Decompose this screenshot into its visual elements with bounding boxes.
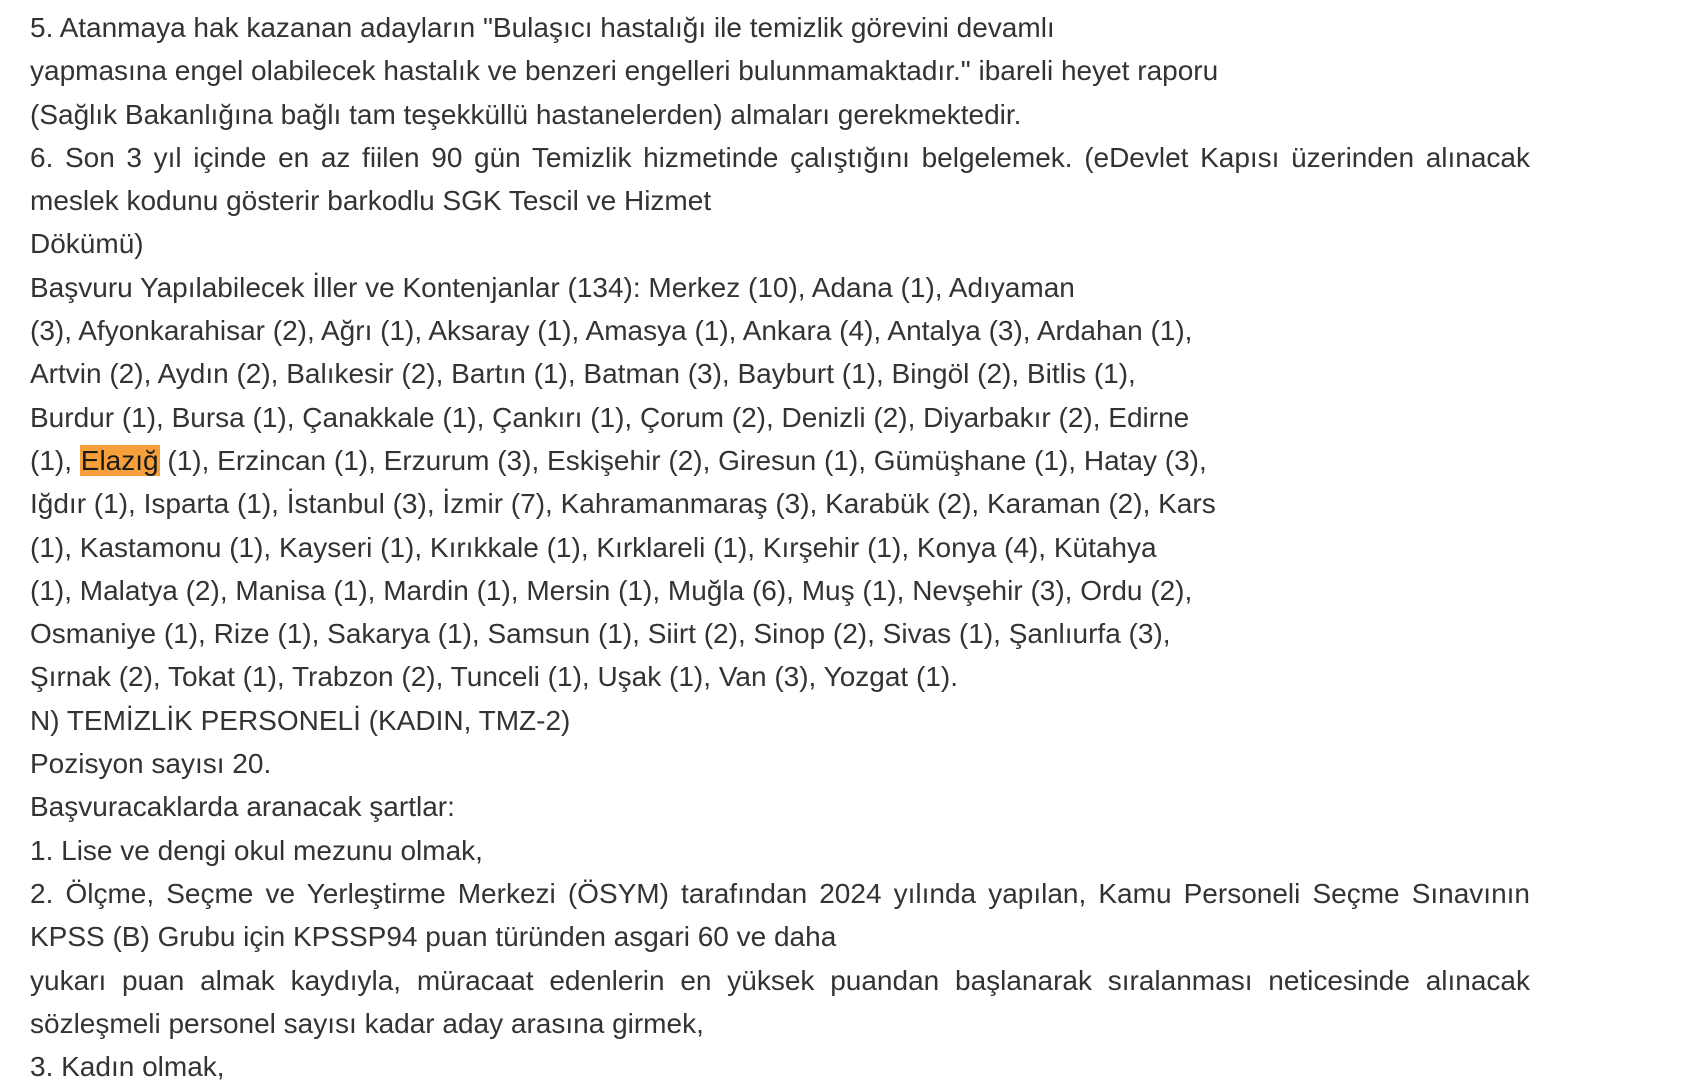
text-line: 5. Atanmaya hak kazanan adayların "Bulaşıcı hastalığı ile temizlik görevini devamlı [30,12,1055,43]
text-line: yukarı puan almak kaydıyla, müracaat edenlerin en yüksek puandan başlanarak sıralanması neticesinde alınacak [30,964,1530,996]
text-line: 6. Son 3 yıl içinde en az fiilen 90 gün Temizlik hizmetinde çalıştığını belgelemek. (eDevlet Kapısı üzerinden alınacak [30,141,1530,173]
text-line: Başvuracaklarda aranacak şartlar: [30,791,455,823]
text-line: Iğdır (1), Isparta (1), İstanbul (3), İzmir (7), Kahramanmaraş (3), Karabük (2), Karaman (2), Kars [30,488,1216,520]
text-line: Dökümü) [30,228,144,260]
text-line: (1), Malatya (2), Manisa (1), Mardin (1), Mersin (1), Muğla (6), Muş (1), Nevşehir (3), Ordu (2), [30,574,1193,606]
text-line: sözleşmeli personel sayısı kadar aday arasına girmek, [30,1007,704,1039]
highlighted-text-line [30,439,1530,482]
text-line: Başvuru Yapılabilecek İller ve Kontenjanlar (134): Merkez (10), Adana (1), Adıyaman [30,271,1075,303]
text-line: (Sağlık Bakanlığına bağlı tam teşekküllü hastanelerden) almaları gerekmektedir. [30,98,1022,130]
text-line: Burdur (1), Bursa (1), Çanakkale (1), Çankırı (1), Çorum (2), Denizli (2), Diyarbakır (2), Edirne [30,401,1190,433]
section-heading: N) TEMİZLİK PERSONELİ (KADIN, TMZ-2) [30,704,571,736]
text-line: (3), Afyonkarahisar (2), Ağrı (1), Aksaray (1), Amasya (1), Ankara (4), Antalya (3), Ardahan (1), [30,315,1193,347]
list-item: 1. Lise ve dengi okul mezunu olmak, [30,834,483,866]
text-line: KPSS (B) Grubu için KPSSP94 puan türünden asgari 60 ve daha [30,921,837,953]
search-highlight: Elazığ [80,444,159,476]
list-item: 3. Kadın olmak, [30,1051,225,1083]
text-line: (1), Kastamonu (1), Kayseri (1), Kırıkkale (1), Kırklareli (1), Kırşehir (1), Konya (4), Kütahya [30,531,1157,563]
text-line: meslek kodunu gösterir barkodlu SGK Tescil ve Hizmet [30,185,712,217]
text-after-highlight: (1), Erzincan (1), Erzurum (3), Eskişehir (2), Giresun (1), Gümüşhane (1), Hatay (3), [159,444,1207,476]
text-line: Osmaniye (1), Rize (1), Sakarya (1), Samsun (1), Siirt (2), Sinop (2), Sivas (1), Şanlıurfa (3), [30,618,1171,650]
text-line: Şırnak (2), Tokat (1), Trabzon (2), Tunceli (1), Uşak (1), Van (3), Yozgat (1). [30,661,958,693]
list-item: 2. Ölçme, Seçme ve Yerleştirme Merkezi (ÖSYM) tarafından 2024 yılında yapılan, Kamu Personeli Seçme Sınavının [30,877,1530,909]
text-line: yapmasına engel olabilecek hastalık ve benzeri engelleri bulunmamaktadır." ibareli heyet raporu [30,55,1219,87]
text-line: Pozisyon sayısı 20. [30,748,272,780]
text-line: Artvin (2), Aydın (2), Balıkesir (2), Bartın (1), Batman (3), Bayburt (1), Bingöl (2), Bitlis (1), [30,358,1136,390]
text-before-highlight: (1), [30,444,80,476]
article-body [30,6,1530,1088]
